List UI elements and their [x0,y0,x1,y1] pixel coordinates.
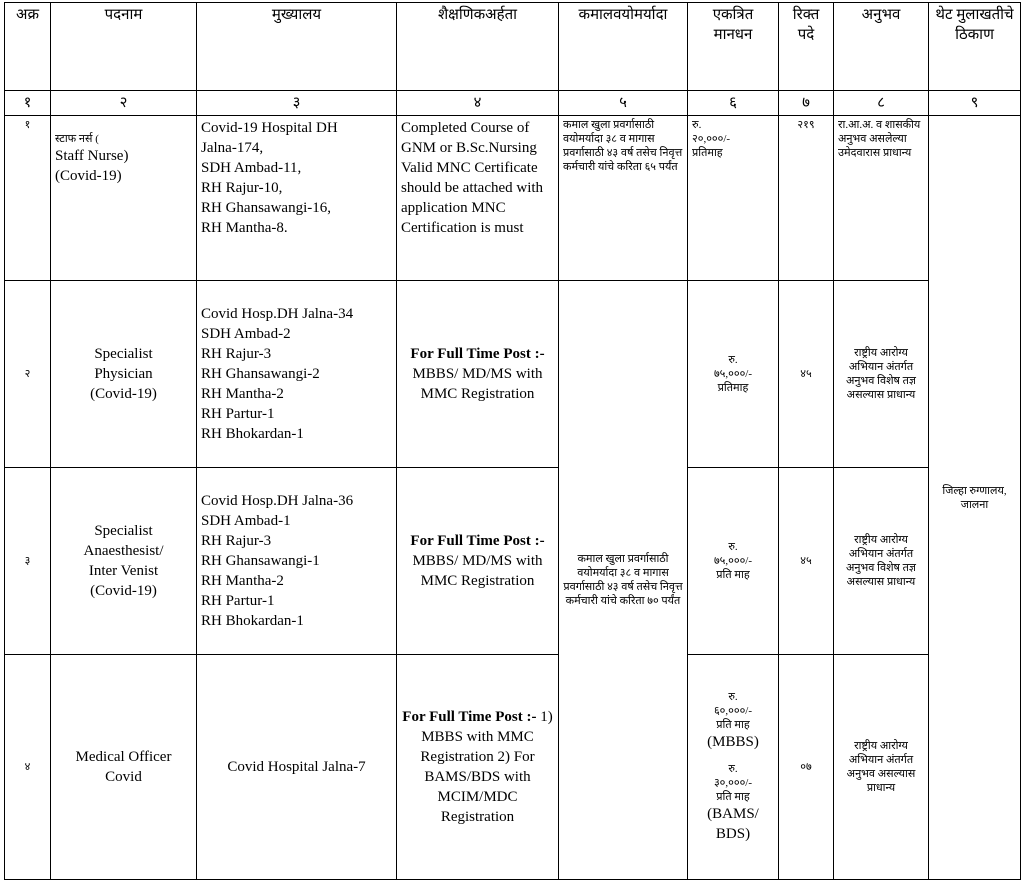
row-post [51,468,197,655]
hq-line: RH Bhokardan-1 [201,426,304,442]
salary-line: ७५,०००/- [713,555,753,567]
header-row [5,3,1021,91]
table-row [5,281,1021,468]
hq-line: RH Mantha-2 [201,573,284,589]
hq-line: RH Ghansawangi-2 [201,366,320,382]
post-line: (Covid-19) [90,583,157,599]
table-row [5,116,1021,281]
salary-tag: (MBBS) [707,734,759,750]
row-experience: राष्ट्रीय आरोग्य अभियान अंतर्गत अनुभव असल्यास प्राधान्य [834,655,929,880]
recruitment-table [4,2,1021,880]
table-row [5,468,1021,655]
column-number: ८ [834,91,929,116]
hq-line: RH Rajur-3 [201,533,272,549]
row-sr: ४ [5,655,51,880]
column-number: १ [5,91,51,116]
header-sr: अक्र [5,3,51,91]
post-line: Anaesthesist/ [83,543,164,559]
hq-line: Covid-19 Hospital DH [201,120,338,136]
header-qualification: शैक्षणिकअर्हता [397,3,559,91]
post-line: (Covid-19) [90,386,157,402]
hq-line: RH Partur-1 [201,406,275,422]
hq-line: RH Ghansawangi-1 [201,553,320,569]
salary-line: ३०,०००/- [713,777,753,789]
post-line: Specialist [94,523,153,539]
row-sr: २ [5,281,51,468]
column-number: ६ [688,91,779,116]
salary-bams [692,762,774,804]
column-number: २ [51,91,197,116]
qualification-rest: MBBS/ MD/MS with MMC Registration [412,366,543,402]
salary-line: प्रति माह [716,569,750,581]
hq-line: SDH Ambad-2 [201,326,291,342]
header-age-limit: कमालवयोमर्यादा [559,3,688,91]
row-salary [688,468,779,655]
column-number: ५ [559,91,688,116]
row-qualification [397,281,559,468]
qualification-bold: For Full Time Post :- [402,709,537,725]
column-number-row [5,91,1021,116]
salary-line: प्रति माह [716,719,750,731]
row-vacancies: ४५ [779,468,834,655]
qualification-rest: MBBS/ MD/MS with MMC Registration [412,553,543,589]
row-vacancies: २१९ [779,116,834,281]
post-line: Physician [94,366,153,382]
row-age-limit: कमाल खुला प्रवर्गासाठी वयोमर्यादा ३८ व मागास प्रवर्गासाठी ४३ वर्ष तसेच निवृत्त कर्मचारी यांचे करिता ६५ पर्यंत [559,116,688,281]
salary-line: ६०,०००/- [713,705,753,717]
row-headquarters [197,116,397,281]
row-post [51,116,197,281]
hq-line: Jalna-174, [201,140,264,156]
post-line: Inter Venist [88,563,159,579]
salary-line: ७५,०००/- [713,368,753,380]
hq-line: Covid Hosp.DH Jalna-36 [201,493,354,509]
header-post: पदनाम [51,3,197,91]
hq-line: RH Ghansawangi-16, [201,200,331,216]
salary-line: प्रतिमाह [717,382,749,394]
hq-line: Covid Hosp.DH Jalna-34 [201,306,354,322]
salary-line: रु. [728,691,738,703]
header-vacancies: रिक्त पदे [779,3,834,91]
row-headquarters [197,468,397,655]
post-line: Specialist [94,346,153,362]
row-post [51,281,197,468]
header-interview-place: थेट मुलाखतीचे ठिकाण [929,3,1021,91]
hq-line: SDH Ambad-1 [201,513,291,529]
header-salary: एकत्रित मानधन [688,3,779,91]
qualification-rest: 1) MBBS with MMC Registration 2) For BAMS/BDS with MCIM/MDC Registration [420,709,553,825]
row-vacancies: ०७ [779,655,834,880]
hq-line: SDH Ambad-11, [201,160,302,176]
row-experience: राष्ट्रीय आरोग्य अभियान अंतर्गत अनुभव विशेष तज्ञ असल्यास प्राधान्य [834,468,929,655]
column-number: ७ [779,91,834,116]
row-qualification: Completed Course of GNM or B.Sc.Nursing Valid MNC Certificate should be attached with application MNC Certification is must [397,116,559,281]
header-headquarters: मुख्यालय [197,3,397,91]
header-experience: अनुभव [834,3,929,91]
row-salary [688,116,779,281]
hq-line: RH Partur-1 [201,593,275,609]
post-line: Medical Officer [75,749,172,765]
row-salary [688,655,779,880]
row-experience: रा.आ.अ. व शासकीय अनुभव असलेल्या उमेदवारास प्राधान्य [834,116,929,281]
row-headquarters [197,281,397,468]
salary-tag-line: BDS) [715,826,751,842]
hq-line: RH Bhokardan-1 [201,613,304,629]
salary-line: रु. [692,119,702,131]
row-experience: राष्ट्रीय आरोग्य अभियान अंतर्गत अनुभव विशेष तज्ञ असल्यास प्राधान्य [834,281,929,468]
table-row [5,655,1021,880]
post-line: Staff Nurse) [55,148,129,164]
column-number: ९ [929,91,1021,116]
row-qualification [397,468,559,655]
row-salary [688,281,779,468]
qualification-bold: For Full Time Post :- [410,346,545,362]
salary-mbbs [692,690,774,732]
hq-line: RH Mantha-8. [201,220,288,236]
post-line: Covid [105,769,142,785]
hq-line: RH Rajur-3 [201,346,272,362]
hq-line: RH Mantha-2 [201,386,284,402]
salary-line: प्रतिमाह [692,147,723,159]
hq-line: RH Rajur-10, [201,180,283,196]
row-sr: ३ [5,468,51,655]
salary-line: रु. [728,763,738,775]
interview-place: जिल्हा रुग्णालय, जालना [929,116,1021,880]
row-headquarters: Covid Hospital Jalna-7 [197,655,397,880]
row-vacancies: ४५ [779,281,834,468]
salary-tag [692,804,774,844]
salary-line: रु. [728,354,738,366]
row-sr: १ [5,116,51,281]
salary-tag-line: (BAMS/ [707,806,759,822]
salary-line: २०,०००/- [692,133,731,145]
salary-line: प्रति माह [716,791,750,803]
column-number: ३ [197,91,397,116]
column-number: ४ [397,91,559,116]
salary-line: रु. [728,541,738,553]
row-qualification [397,655,559,880]
post-line: स्टाफ नर्स ( [55,133,99,145]
qualification-bold: For Full Time Post :- [410,533,545,549]
row-age-limit-group: कमाल खुला प्रवर्गासाठी वयोमर्यादा ३८ व मागास प्रवर्गासाठी ४३ वर्ष तसेच निवृत्त कर्मचारी यांचे करिता ७० पर्यंत [559,281,688,880]
row-post [51,655,197,880]
post-line: (Covid-19) [55,168,122,184]
